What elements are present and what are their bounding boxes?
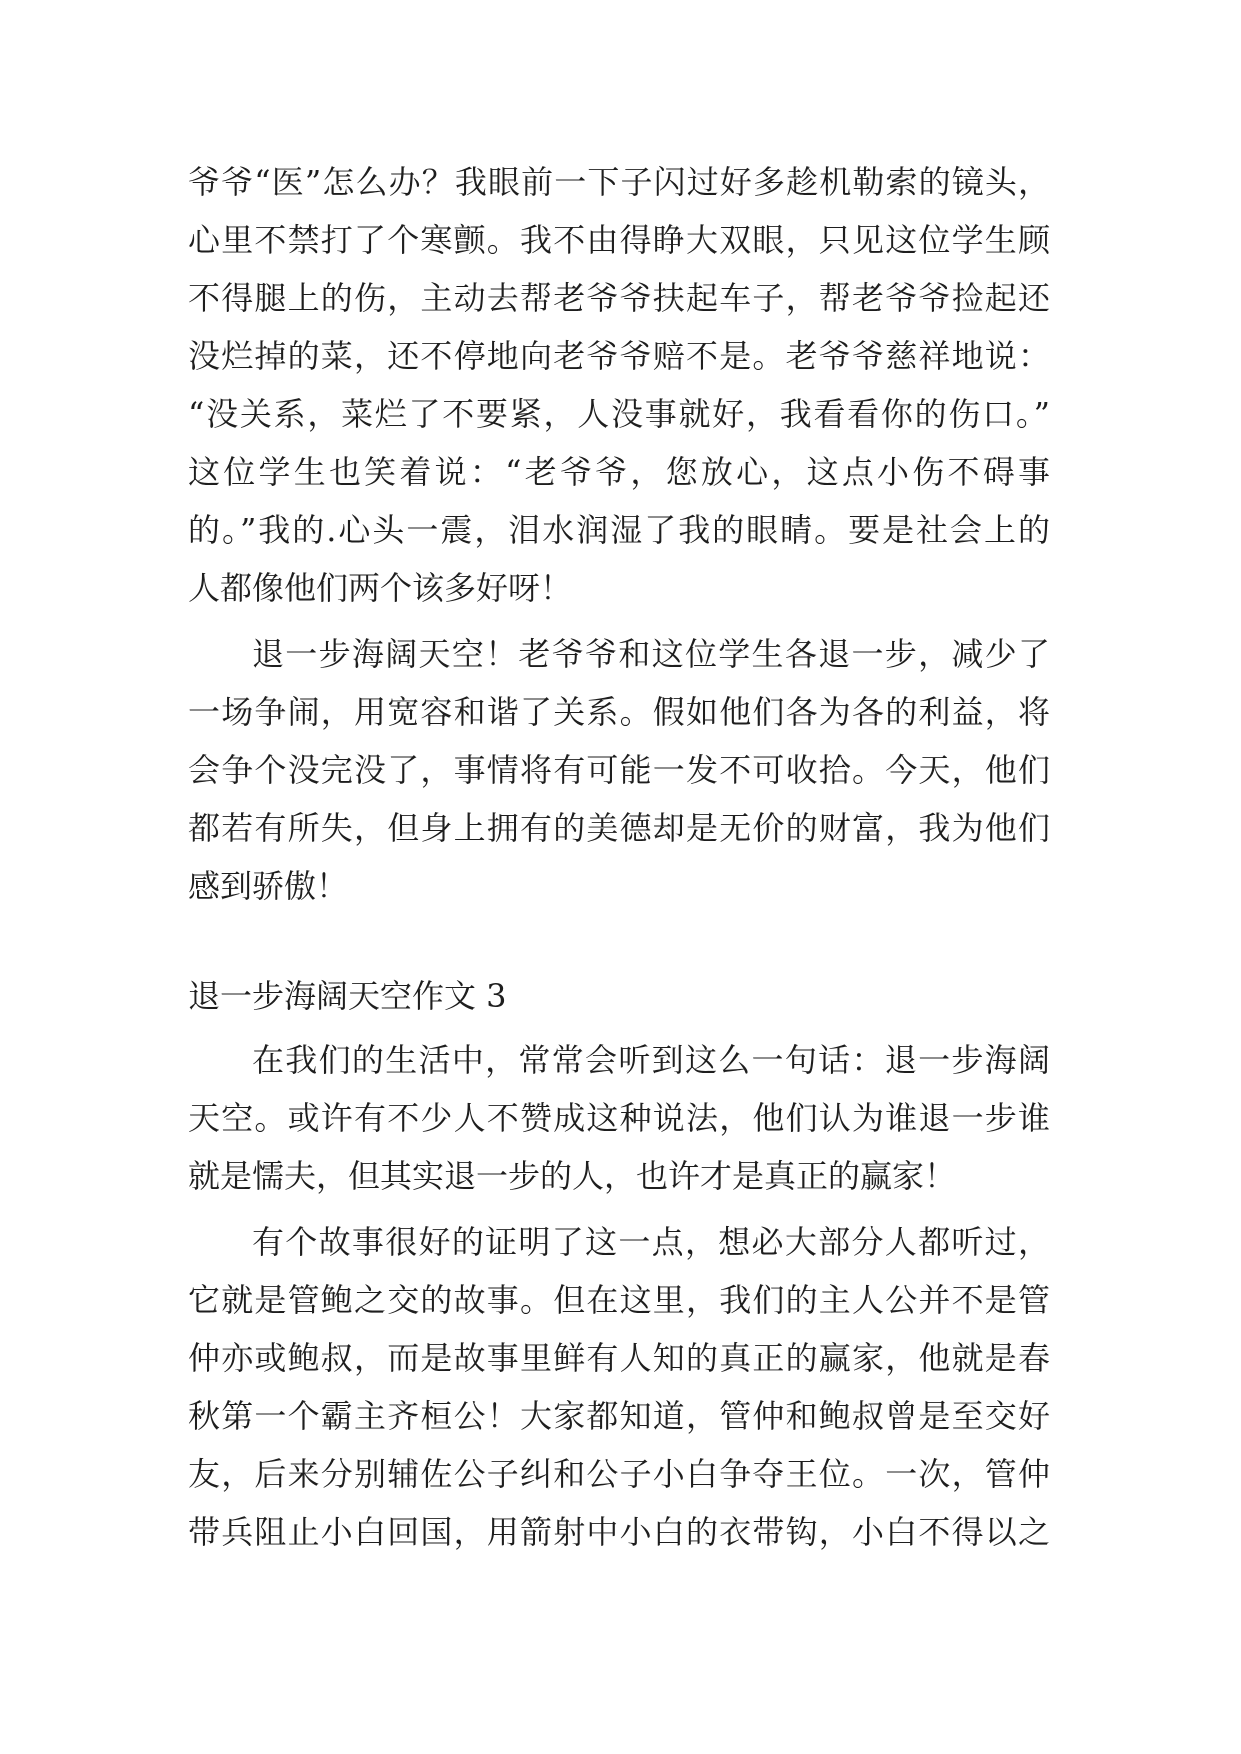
paragraph-line: 人都像他们两个该多好呀！ [188,569,573,607]
paragraph-line: 心里不禁打了个寒颤。我不由得睁大双眼，只见这位学生顾 [188,221,1050,259]
paragraph-line: 就是懦夫，但其实退一步的人，也许才是真正的赢家！ [188,1157,957,1195]
paragraph-line: 这位学生也笑着说：“老爷爷，您放心，这点小伤不碍事 [188,453,1050,491]
paragraph-line: 它就是管鲍之交的故事。但在这里，我们的主人公并不是管 [188,1281,1050,1319]
paragraph-line: 一场争闹，用宽容和谐了关系。假如他们各为各的利益，将 [188,693,1050,731]
paragraph-line: 的。”我的.心头一震，泪水润湿了我的眼睛。要是社会上的 [188,511,1050,549]
paragraph-line: 没烂掉的菜，还不停地向老爷爷赔不是。老爷爷慈祥地说： [188,337,1050,375]
paragraph-line: 不得腿上的伤，主动去帮老爷爷扶起车子，帮老爷爷捡起还 [188,279,1050,317]
paragraph-line: 在我们的生活中，常常会听到这么一句话：退一步海阔 [252,1041,1050,1079]
paragraph-line: 天空。或许有不少人不赞成这种说法，他们认为谁退一步谁 [188,1099,1050,1137]
paragraph-line: 有个故事很好的证明了这一点，想必大部分人都听过， [252,1223,1050,1261]
paragraph-line: “没关系，菜烂了不要紧，人没事就好，我看看你的伤口。” [188,395,1050,433]
paragraph-line: 感到骄傲！ [188,867,349,905]
paragraph-line: 退一步海阔天空！老爷爷和这位学生各退一步，减少了 [252,635,1050,673]
paragraph-line: 都若有所失，但身上拥有的美德却是无价的财富，我为他们 [188,809,1050,847]
paragraph-line: 友，后来分别辅佐公子纠和公子小白争夺王位。一次，管仲 [188,1455,1050,1493]
paragraph-line: 秋第一个霸主齐桓公！大家都知道，管仲和鲍叔曾是至交好 [188,1397,1050,1435]
paragraph-line: 带兵阻止小白回国，用箭射中小白的衣带钩，小白不得以之 [188,1513,1050,1551]
paragraph-line: 爷爷“医”怎么办？我眼前一下子闪过好多趁机勒索的镜头， [188,163,1050,201]
paragraph-line: 会争个没完没了，事情将有可能一发不可收拾。今天，他们 [188,751,1050,789]
paragraph-line: 仲亦或鲍叔，而是故事里鲜有人知的真正的赢家，他就是春 [188,1339,1050,1377]
section-heading: 退一步海阔天空作文 3 [188,977,507,1015]
